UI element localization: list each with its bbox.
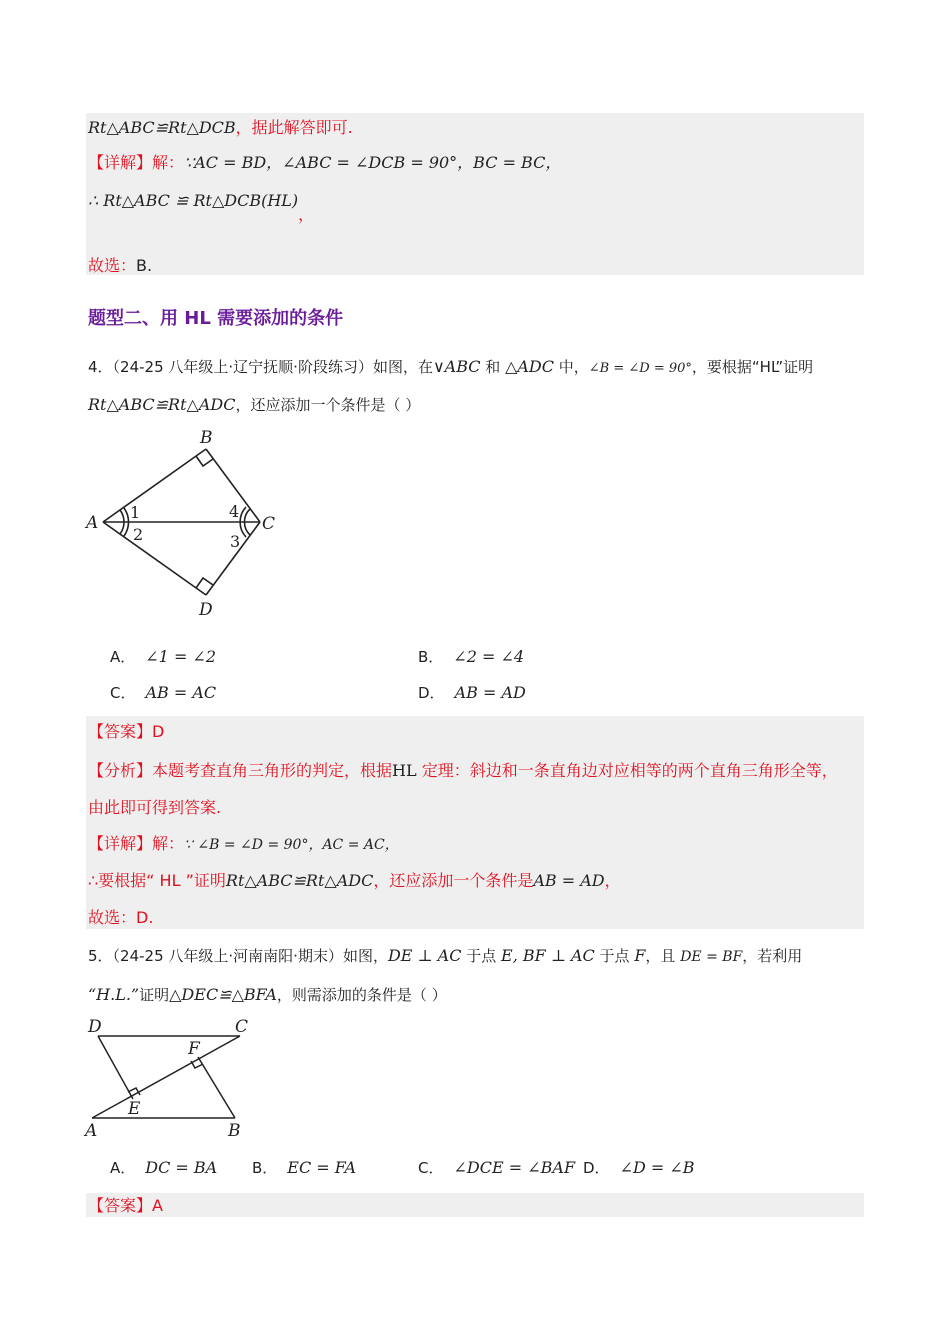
q4-option-c-math: AB = AC [145,683,217,702]
q5-m4: DE = BF [680,949,743,965]
q4-right-angle-d [196,578,213,588]
solution-block-q4 [86,716,864,929]
q5-m1: DE ⊥ AC [387,946,462,965]
q5-option-d-math: ∠D = ∠B [619,1158,695,1177]
q5-seg-ac [92,1036,240,1118]
q4-triangle-1: ∨ABC [432,357,481,376]
q4-stem-text: ，还应添加一个条件是（ ） [235,396,421,414]
q5-option-c-label: C． [418,1159,444,1177]
q4-analysis-2: 由此即可得到答案. [88,798,222,817]
q5-option-a-math: DC = BA [145,1158,218,1177]
q4-analysis-line-1 [88,760,838,782]
q4-number: 4． [88,358,113,376]
q5-option-b-math: EC = FA [287,1158,357,1177]
q5-option-c[interactable] [418,1157,575,1178]
q3-line-2 [88,152,561,174]
q4-option-d[interactable] [418,682,526,703]
q4-answer-line [88,721,164,743]
q3-line-1 [88,117,353,139]
q4-detail-line-2 [88,870,621,892]
q3-choose-text: 故选： [88,256,137,275]
q4-label-1: 1 [130,503,141,522]
q4-option-d-math: AB = AD [454,683,526,702]
q5-t3: ，且 [645,947,681,965]
q3-line-4 [88,255,152,277]
q4-detail2-b: ，还应添加一个条件是 [373,871,534,890]
q5-line2-a: “H.L.” [88,985,140,1004]
q5-option-a-label: A． [110,1159,136,1177]
q5-option-a[interactable] [110,1157,217,1178]
q4-seg-ad [103,522,206,595]
detail-tag: 【详解】 [88,153,153,172]
q4-stem-math: Rt△ABC≌Rt△ADC [88,395,236,414]
q4-detail-math: ∵ ∠B = ∠D = 90°，AC = AC， [184,837,399,853]
q4-option-a-label: A． [110,648,136,666]
q4-source: （24-25 八年级上·辽宁抚顺·阶段练习）如图，在 [112,358,433,376]
q4-label-b: B [200,428,213,448]
q5-line2-c: ，则需添加的条件是（ ） [276,986,447,1004]
q3-detail-text: 解： [152,153,185,172]
q4-figure [80,425,300,625]
q5-answer: A [152,1196,163,1215]
q3-conclusion-math: ∴ Rt△ABC ≌ Rt△DCB(HL) [88,191,299,210]
q5-option-c-math: ∠DCE = ∠BAF [453,1158,576,1177]
q4-option-c[interactable] [110,682,216,703]
q4-analysis-line-2 [88,797,221,819]
q5-t1: 于点 [461,947,502,965]
q4-analysis-1a: 本题考查直角三角形的判定，根据 [152,761,393,780]
q4-detail-tag: 【详解】 [88,834,153,853]
q4-detail-text: 解： [152,834,185,853]
q3-choose-answer: B. [136,256,153,275]
q4-label-3: 3 [230,532,241,551]
q4-option-b-math: ∠2 = ∠4 [453,647,525,666]
q4-detail-line-1 [88,833,399,856]
q4-option-b[interactable] [418,646,524,667]
q5-seg-bf [198,1057,235,1118]
q3-conclusion-tail: ， [298,205,315,224]
q5-label-b: B [228,1121,241,1141]
q5-source: （24-25 八年级上·河南南阳·期末）如图， [112,947,388,965]
q5-t4: ，若利用 [742,947,803,965]
q5-option-b[interactable] [252,1157,356,1178]
q4-choose-line [88,907,153,929]
q5-option-d[interactable] [583,1157,695,1178]
q4-and: 和 [480,358,506,376]
q4-analysis-hl: HL [392,761,417,780]
q4-stem-line-2 [88,394,420,416]
q5-figure [80,1012,270,1144]
q4-condition: ∠B = ∠D = 90° [588,361,692,376]
q5-stem-line-2 [88,984,447,1006]
q5-stem-line-1 [88,945,802,968]
section-heading: 题型二、用 HL 需要添加的条件 [88,308,344,329]
q4-label-4: 4 [229,502,240,521]
q4-stem-tail: ，要根据“HL”证明 [691,358,814,376]
q4-detail2-math2: AB = AD [533,871,605,890]
q4-answer: D [152,722,165,741]
q5-m2: E, BF ⊥ AC [501,946,595,965]
q4-label-d: D [199,600,213,620]
q5-label-c: C [235,1017,249,1037]
q5-answer-line [88,1195,163,1217]
q4-detail2-math: Rt△ABC≌Rt△ADC [225,871,374,890]
q4-stem-line-1 [88,356,813,380]
q5-answer-tag: 【答案】 [88,1196,153,1215]
q5-seg-de [98,1036,133,1099]
q5-line2-b: 证明 [139,986,170,1004]
q4-option-b-label: B． [418,648,444,666]
answer-tag: 【答案】 [88,722,153,741]
q5-line2-math: △DEC≌△BFA [169,985,277,1004]
q5-label-f: F [188,1039,200,1059]
q4-seg-ab [103,449,206,522]
q5-m3: F [634,946,646,965]
solution-block-q5 [86,1193,864,1217]
q4-detail2-c: ， [604,871,621,890]
analysis-tag: 【分析】 [88,761,153,780]
q4-analysis-1c: 定理：斜边和一条直角边对应相等的两个直角三角形全等， [416,761,838,780]
q5-label-a: A [85,1121,98,1141]
q3-line1-text: ，据此解答即可. [235,118,353,137]
q5-label-e: E [128,1099,141,1119]
q4-detail2-a: ∴要根据“ HL ”证明 [88,871,226,890]
q3-line-3 [88,190,315,224]
q3-line1-math: Rt△ABC≌Rt△DCB [88,118,236,137]
q4-option-d-label: D． [418,684,445,702]
q5-option-d-label: D． [583,1159,610,1177]
q4-right-angle-b [196,456,213,466]
q3-detail-math: ∵AC = BD，∠ABC = ∠DCB = 90°，BC = BC， [184,153,562,172]
q4-label-a: A [86,513,99,533]
q5-option-b-label: B． [252,1159,278,1177]
q4-triangle-2: △ADC [505,357,554,376]
q5-label-d: D [88,1017,102,1037]
q4-in: 中， [554,358,589,376]
q4-option-c-label: C． [110,684,136,702]
q4-label-2: 2 [133,525,144,544]
q4-label-c: C [262,514,276,534]
q5-number: 5． [88,947,113,965]
q5-t2: 于点 [594,947,635,965]
q4-option-a-math: ∠1 = ∠2 [145,647,217,666]
q4-choose-text: 故选：D. [88,908,154,927]
q4-option-a[interactable] [110,646,216,667]
